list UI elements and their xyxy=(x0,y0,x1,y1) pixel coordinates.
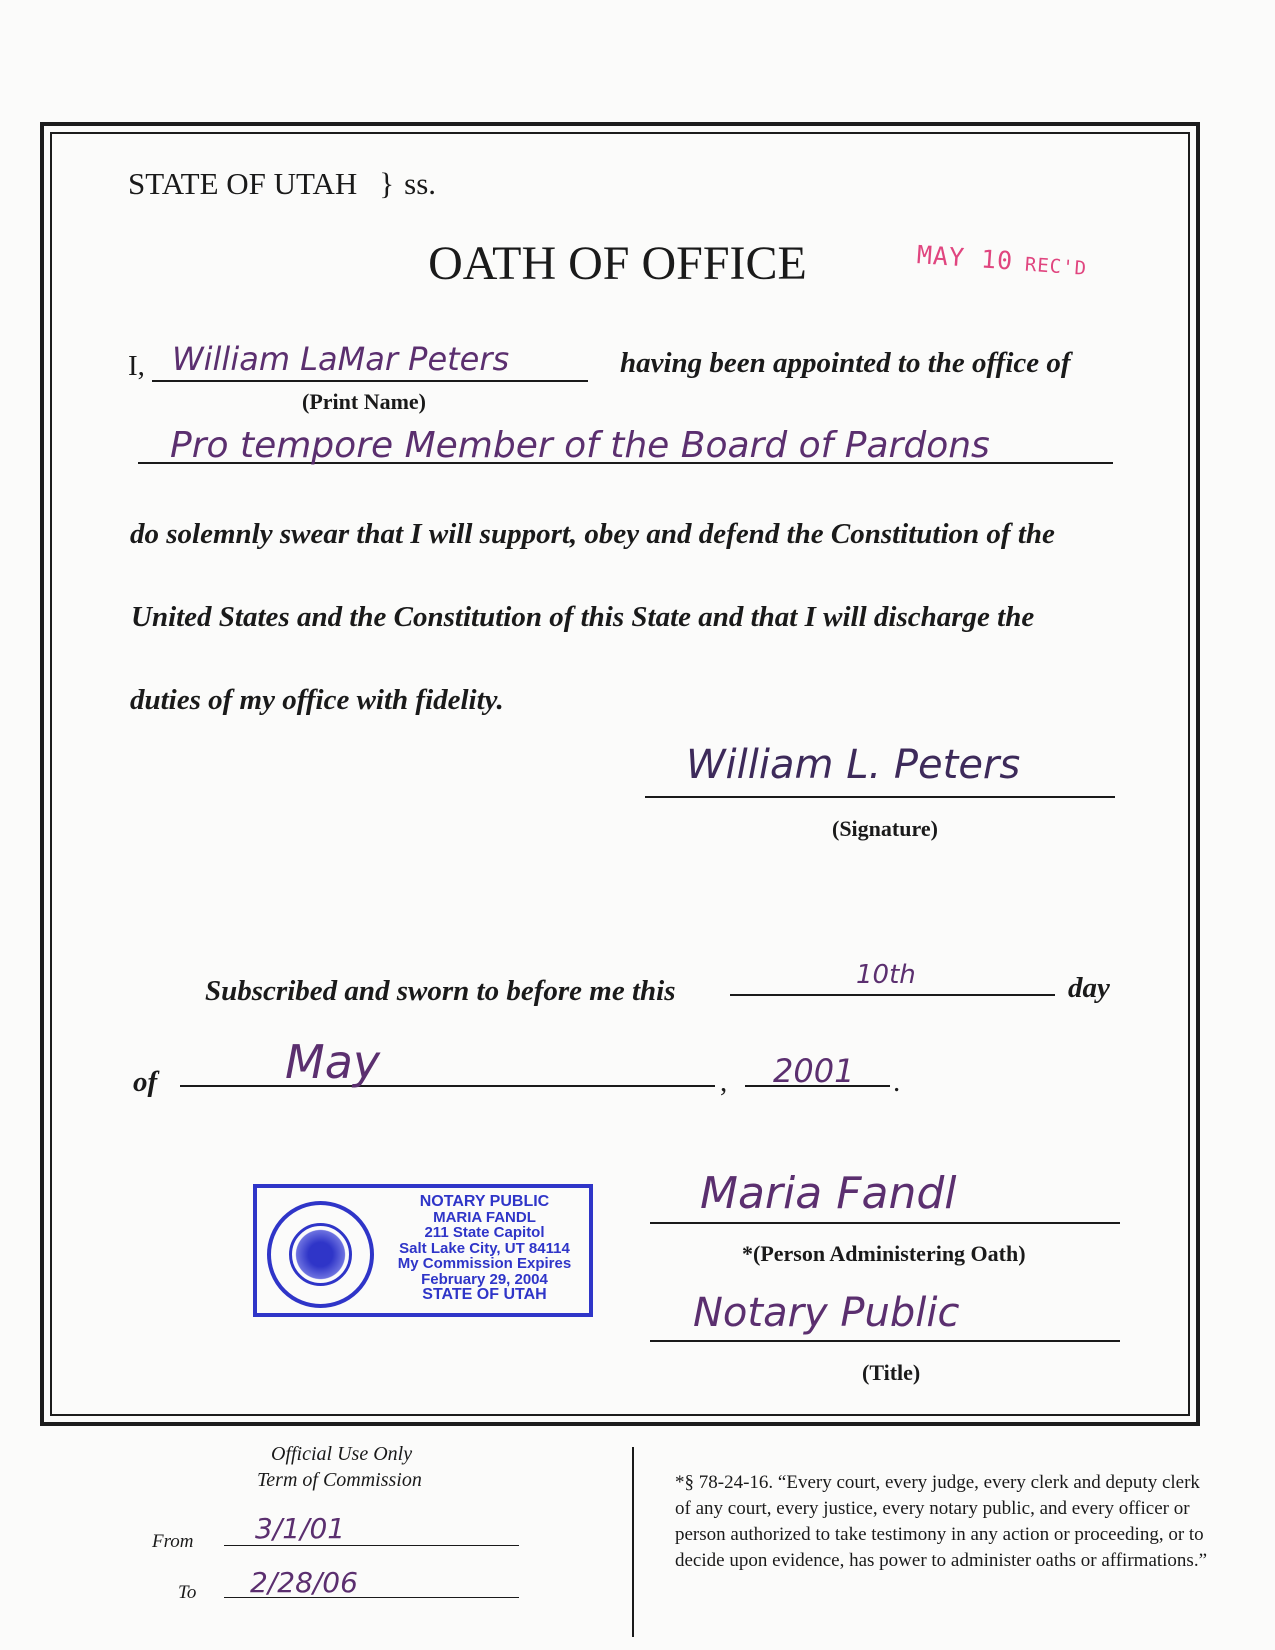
signature-label: (Signature) xyxy=(832,816,938,841)
term-label: Term of Commission xyxy=(257,1469,422,1491)
from-line xyxy=(224,1545,519,1546)
stamp-line: 211 State Capitol xyxy=(424,1224,545,1241)
to-value: 2/28/06 xyxy=(250,1566,358,1599)
document-title: OATH OF OFFICE xyxy=(428,237,807,290)
statute-text: *§ 78-24-16. “Every court, every judge, every clerk and deputy clerk of any court, every justice, every notary public, and every officer or person authorized to take testimony in any action or proceeding, or to decide upon evidence, has power to administer oaths or affirmations.” xyxy=(675,1472,1208,1571)
subscribed-text: Subscribed and sworn to before me this xyxy=(205,975,676,1007)
printed-name: William LaMar Peters xyxy=(172,340,510,378)
oath-line-2: United States and the Constitution of this State and that I will discharge the xyxy=(131,601,1035,633)
day-line xyxy=(730,994,1055,996)
venue-line xyxy=(128,166,436,202)
of-label: of xyxy=(133,1066,158,1098)
administrator-signature: Maria Fandl xyxy=(700,1168,957,1219)
from-value: 3/1/01 xyxy=(255,1512,346,1545)
brace: } xyxy=(379,166,395,201)
stamp-line: My Commission Expires xyxy=(397,1255,572,1272)
state-name: STATE OF UTAH xyxy=(128,166,358,201)
name-line xyxy=(152,380,588,382)
stamp-line: MARIA FANDL xyxy=(433,1208,536,1226)
day-value: 10th xyxy=(856,960,916,990)
footer-divider xyxy=(632,1447,634,1637)
received-label: REC'D xyxy=(1024,253,1088,280)
oath-line-3: duties of my office with fidelity. xyxy=(130,684,504,716)
stamp-line: NOTARY PUBLIC xyxy=(419,1193,550,1210)
ss-label: ss. xyxy=(404,166,437,201)
signature-line xyxy=(645,796,1115,798)
oath-line-1: do solemnly swear that I will support, obey and defend the Constitution of the xyxy=(130,518,1055,550)
notary-stamp xyxy=(253,1184,593,1317)
to-label: To xyxy=(178,1582,197,1603)
title-value: Notary Public xyxy=(693,1290,960,1336)
print-name-label: (Print Name) xyxy=(302,389,427,414)
stamp-line: STATE OF UTAH xyxy=(422,1286,547,1303)
stamp-line: February 29, 2004 xyxy=(421,1270,548,1288)
month-value: May xyxy=(285,1035,381,1089)
oath-prefix: I, xyxy=(128,350,145,382)
administrator-label: *(Person Administering Oath) xyxy=(742,1241,1026,1266)
from-label: From xyxy=(152,1531,194,1552)
notary-stamp-text xyxy=(382,1194,587,1303)
year-value: 2001 xyxy=(773,1052,855,1090)
official-use-label: Official Use Only xyxy=(271,1443,413,1465)
comma: , xyxy=(720,1066,728,1098)
title-label: (Title) xyxy=(862,1360,921,1385)
month-line xyxy=(180,1085,715,1087)
appointed-text: having been appointed to the office of xyxy=(620,347,1071,379)
received-date: MAY 10 xyxy=(915,240,1015,276)
stamp-line: Salt Lake City, UT 84114 xyxy=(399,1239,570,1257)
office-title: Pro tempore Member of the Board of Pardons xyxy=(170,425,990,466)
administrator-line xyxy=(650,1222,1120,1224)
state-seal-icon xyxy=(267,1201,374,1308)
period: . xyxy=(893,1066,901,1098)
title-line xyxy=(650,1340,1120,1342)
oath-signature: William L. Peters xyxy=(686,742,1021,788)
day-label: day xyxy=(1068,972,1110,1004)
